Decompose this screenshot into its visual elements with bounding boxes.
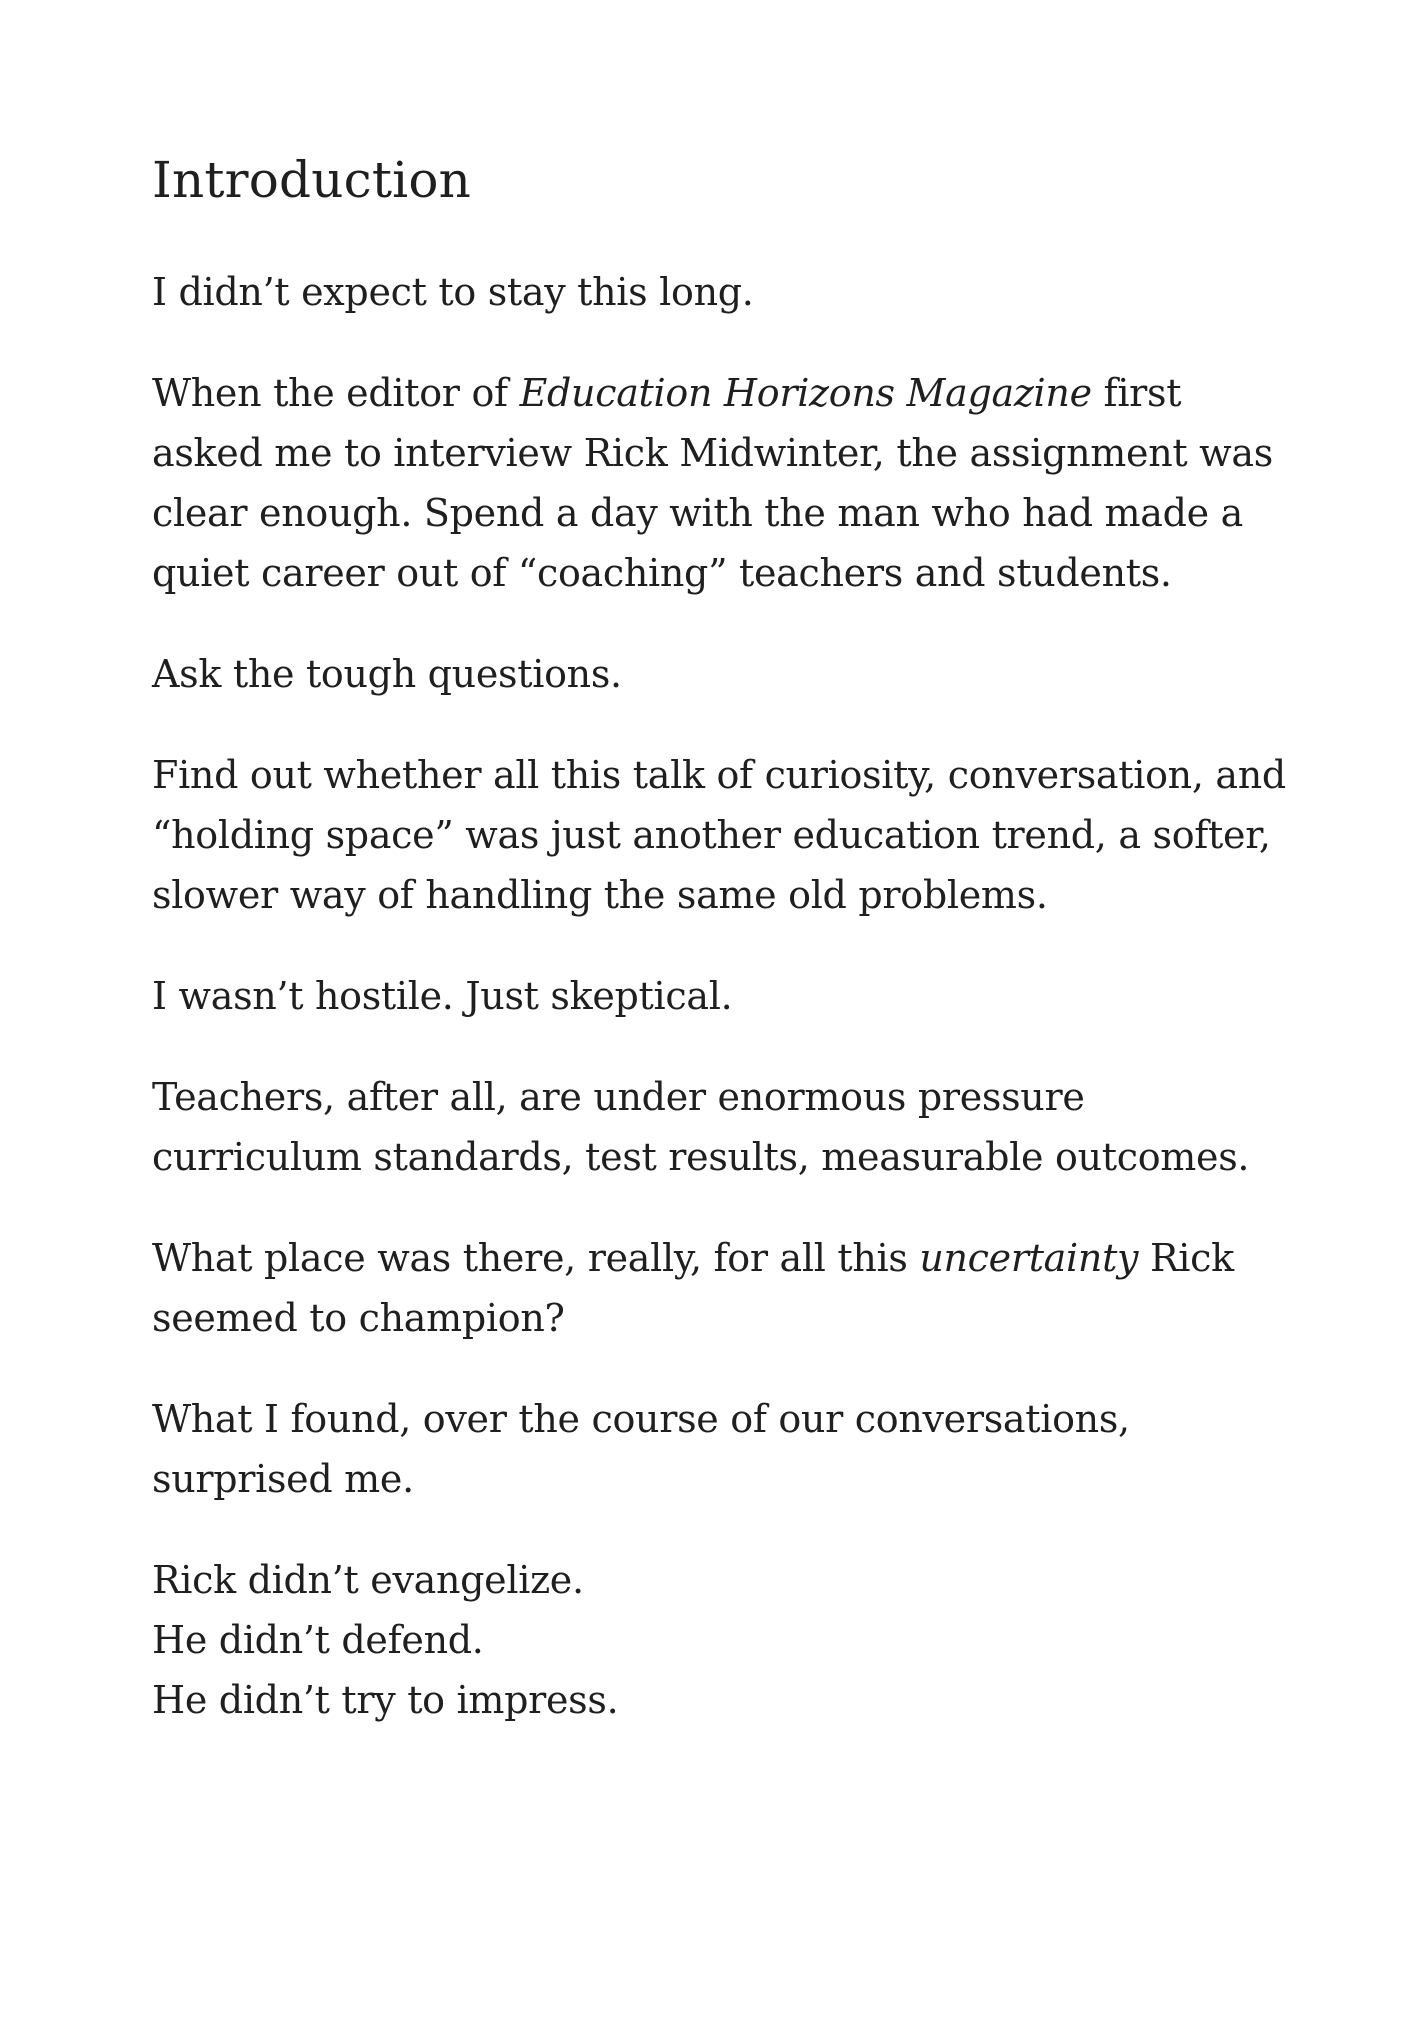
magazine-title: Education Horizons Magazine (519, 371, 1092, 415)
chapter-heading: Introduction (152, 151, 472, 209)
emphasized-word: uncertainty (919, 1236, 1139, 1280)
paragraph-7-text-after: Rick seemed to champion? (152, 1236, 1234, 1340)
paragraph-2-text-after: first asked me to interview Rick Midwinter, the assignment was clear enough. Spend a day with the man who had made a quiet career out of “coaching” teachers and students. (152, 371, 1273, 595)
paragraph-8: What I found, over the course of our conversations, surprised me. (152, 1397, 1130, 1501)
paragraph-3: Ask the tough questions. (152, 652, 622, 696)
document-body (152, 150, 1292, 1771)
paragraph-7 (152, 1228, 1292, 1348)
paragraph-6: Teachers, after all, are under enormous pressure curriculum standards, test results, measurable outcomes. (152, 1075, 1250, 1179)
paragraph-2-text-before: When the editor of (152, 371, 520, 415)
closing-line-2: He didn’t defend. (152, 1618, 484, 1662)
paragraph-4: Find out whether all this talk of curiosity, conversation, and “holding space” was just another education trend, a softer, slower way of handling the same old problems. (152, 753, 1286, 917)
paragraph-9 (152, 1550, 1292, 1730)
paragraph-1: I didn’t expect to stay this long. (152, 270, 754, 314)
paragraph-2 (152, 363, 1292, 603)
paragraph-7-text-before: What place was there, really, for all this (152, 1236, 920, 1280)
paragraph-5: I wasn’t hostile. Just skeptical. (152, 974, 733, 1018)
closing-line-3: He didn’t try to impress. (152, 1678, 619, 1722)
closing-line-1: Rick didn’t evangelize. (152, 1558, 584, 1602)
